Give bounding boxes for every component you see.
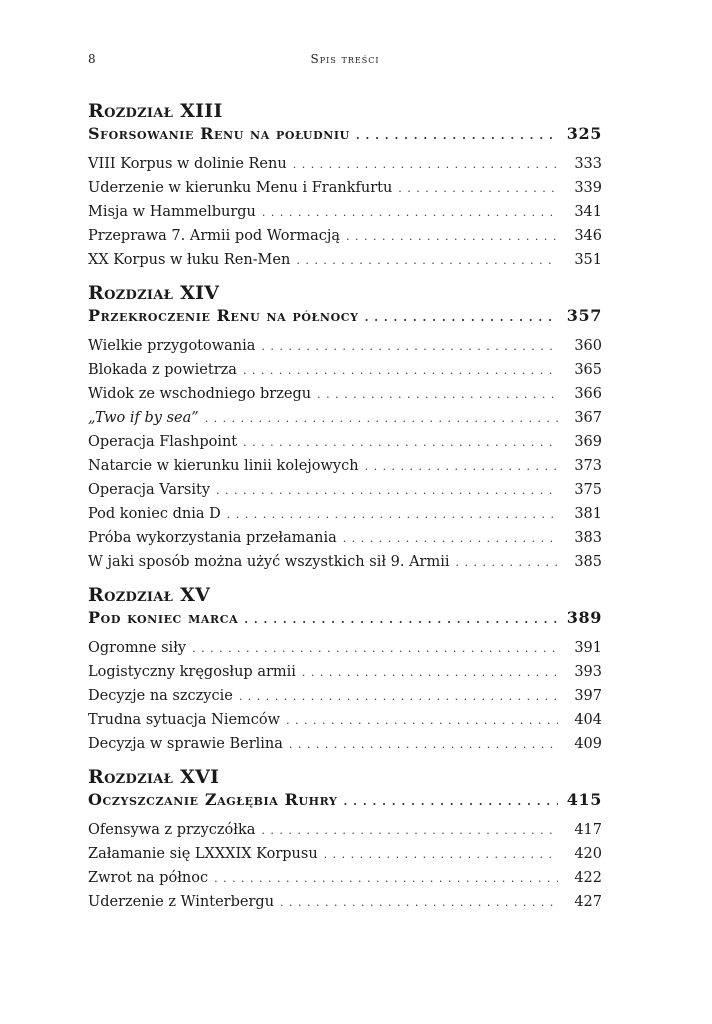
chapter-label: Rozdział XV bbox=[88, 584, 211, 606]
page-ref: 389 bbox=[566, 608, 602, 627]
page-ref: 427 bbox=[574, 894, 602, 910]
toc-entry[interactable] bbox=[88, 842, 602, 866]
toc-entry[interactable] bbox=[88, 636, 602, 660]
page-ref: 420 bbox=[574, 846, 602, 862]
page-ref: 391 bbox=[574, 640, 602, 656]
toc-entry[interactable] bbox=[88, 334, 602, 358]
dot-leader bbox=[239, 684, 558, 709]
dot-leader bbox=[227, 502, 558, 527]
entry-title: Decyzja w sprawie Berlina bbox=[88, 736, 283, 752]
page-ref: 365 bbox=[574, 362, 602, 378]
page-ref: 357 bbox=[566, 306, 602, 325]
page-ref: 375 bbox=[574, 482, 602, 498]
chapter-16 bbox=[88, 766, 602, 914]
page-ref: 409 bbox=[574, 736, 602, 752]
chapter-title: Oczyszczanie Zagłębia Ruhry bbox=[88, 790, 338, 809]
chapter-title: Pod koniec marca bbox=[88, 608, 239, 627]
page-ref: 417 bbox=[574, 822, 602, 838]
running-head bbox=[88, 52, 602, 70]
page-ref: 366 bbox=[574, 386, 602, 402]
toc-entry[interactable] bbox=[88, 550, 602, 574]
entry-title: Blokada z powietrza bbox=[88, 362, 237, 378]
dot-leader bbox=[216, 478, 558, 503]
toc-entry[interactable] bbox=[88, 358, 602, 382]
dot-leader bbox=[302, 660, 558, 685]
toc-entry[interactable] bbox=[88, 732, 602, 756]
toc-entry[interactable] bbox=[88, 866, 602, 890]
chapter-title: Sforsowanie Renu na południu bbox=[88, 124, 350, 143]
page-ref: 346 bbox=[574, 228, 602, 244]
page-ref: 339 bbox=[574, 180, 602, 196]
page-ref: 397 bbox=[574, 688, 602, 704]
toc-entry[interactable] bbox=[88, 526, 602, 550]
dot-leader bbox=[324, 842, 558, 867]
page-ref: 385 bbox=[574, 554, 602, 570]
chapter-14 bbox=[88, 282, 602, 574]
dot-leader bbox=[244, 606, 558, 632]
entry-title: Zwrot na północ bbox=[88, 870, 209, 886]
chapter-label: Rozdział XIV bbox=[88, 282, 220, 304]
dot-leader bbox=[293, 152, 558, 177]
toc-entry[interactable] bbox=[88, 660, 602, 684]
entry-title: Decyzje na szczycie bbox=[88, 688, 233, 704]
chapter-title-row[interactable] bbox=[88, 606, 602, 630]
dot-leader bbox=[286, 708, 558, 733]
running-title: Spis treści bbox=[310, 52, 380, 66]
entry-title: Trudna sytuacja Niemców bbox=[88, 712, 281, 728]
entry-title: Ofensywa z przyczółka bbox=[88, 822, 256, 838]
page-ref: 393 bbox=[574, 664, 602, 680]
dot-leader bbox=[365, 304, 558, 330]
toc-entry[interactable] bbox=[88, 708, 602, 732]
page-ref: 351 bbox=[574, 252, 602, 268]
dot-leader bbox=[261, 818, 558, 843]
page-ref: 333 bbox=[574, 156, 602, 172]
chapter-15 bbox=[88, 584, 602, 756]
toc-entry[interactable] bbox=[88, 224, 602, 248]
dot-leader bbox=[243, 358, 558, 383]
toc-entry[interactable] bbox=[88, 502, 602, 526]
toc-entry[interactable] bbox=[88, 818, 602, 842]
dot-leader bbox=[243, 430, 558, 455]
entry-title: VIII Korpus w dolinie Renu bbox=[88, 156, 287, 172]
entry-title: Widok ze wschodniego brzegu bbox=[88, 386, 312, 402]
page-ref: 383 bbox=[574, 530, 602, 546]
entry-title: W jaki sposób można użyć wszystkich sił 9. Armii bbox=[88, 554, 450, 570]
entry-title: Operacja Flashpoint bbox=[88, 434, 238, 450]
chapter-label: Rozdział XVI bbox=[88, 766, 220, 788]
dot-leader bbox=[346, 224, 558, 249]
dot-leader bbox=[317, 382, 558, 407]
page-ref: 404 bbox=[574, 712, 602, 728]
page-number: 8 bbox=[88, 52, 97, 66]
page-ref: 415 bbox=[566, 790, 602, 809]
dot-leader bbox=[356, 122, 558, 148]
entry-title: Przeprawa 7. Armii pod Wormacją bbox=[88, 228, 341, 244]
page-ref: 422 bbox=[574, 870, 602, 886]
toc-entry[interactable] bbox=[88, 478, 602, 502]
toc-entry[interactable] bbox=[88, 200, 602, 224]
page-ref: 325 bbox=[566, 124, 602, 143]
entry-title: Uderzenie w kierunku Menu i Frankfurtu bbox=[88, 180, 393, 196]
toc-entry[interactable] bbox=[88, 454, 602, 478]
dot-leader bbox=[192, 636, 558, 661]
dot-leader bbox=[343, 526, 558, 551]
chapter-title-row[interactable] bbox=[88, 304, 602, 328]
page-ref: 341 bbox=[574, 204, 602, 220]
dot-leader bbox=[205, 406, 558, 431]
toc-entry[interactable] bbox=[88, 248, 602, 272]
page-ref: 381 bbox=[574, 506, 602, 522]
dot-leader bbox=[261, 334, 558, 359]
chapter-label: Rozdział XIII bbox=[88, 100, 223, 122]
entry-title: Próba wykorzystania przełamania bbox=[88, 530, 337, 546]
toc-entry[interactable] bbox=[88, 176, 602, 200]
page-ref: 373 bbox=[574, 458, 602, 474]
dot-leader bbox=[456, 550, 558, 575]
dot-leader bbox=[398, 176, 558, 201]
page-ref: 360 bbox=[574, 338, 602, 354]
dot-leader bbox=[344, 788, 558, 814]
entry-title: Ogromne siły bbox=[88, 640, 187, 656]
toc-entry[interactable] bbox=[88, 382, 602, 406]
toc-entry[interactable] bbox=[88, 430, 602, 454]
dot-leader bbox=[280, 890, 558, 915]
table-of-contents bbox=[88, 100, 602, 924]
toc-entry[interactable] bbox=[88, 684, 602, 708]
dot-leader bbox=[296, 248, 558, 273]
chapter-title-row[interactable] bbox=[88, 788, 602, 812]
chapter-title-row[interactable] bbox=[88, 122, 602, 146]
entry-title: Uderzenie z Winterbergu bbox=[88, 894, 275, 910]
entry-title: Logistyczny kręgosłup armii bbox=[88, 664, 296, 680]
entry-title: Natarcie w kierunku linii kolejowych bbox=[88, 458, 359, 474]
entry-title: Wielkie przygotowania bbox=[88, 338, 256, 354]
entry-title: Pod koniec dnia D bbox=[88, 506, 221, 522]
dot-leader bbox=[289, 732, 558, 757]
toc-entry[interactable] bbox=[88, 890, 602, 914]
toc-entry[interactable] bbox=[88, 152, 602, 176]
page-ref: 369 bbox=[574, 434, 602, 450]
page-ref: 367 bbox=[574, 410, 602, 426]
toc-entry[interactable] bbox=[88, 406, 602, 430]
entry-title: XX Korpus w łuku Ren-Men bbox=[88, 252, 291, 268]
entry-title: Załamanie się LXXXIX Korpusu bbox=[88, 846, 318, 862]
dot-leader bbox=[365, 454, 558, 479]
chapter-13 bbox=[88, 100, 602, 272]
dot-leader bbox=[262, 200, 558, 225]
entry-title: „Two if by sea” bbox=[88, 410, 199, 426]
dot-leader bbox=[214, 866, 558, 891]
chapter-title: Przekroczenie Renu na północy bbox=[88, 306, 359, 325]
entry-title: Misja w Hammelburgu bbox=[88, 204, 256, 220]
entry-title: Operacja Varsity bbox=[88, 482, 211, 498]
